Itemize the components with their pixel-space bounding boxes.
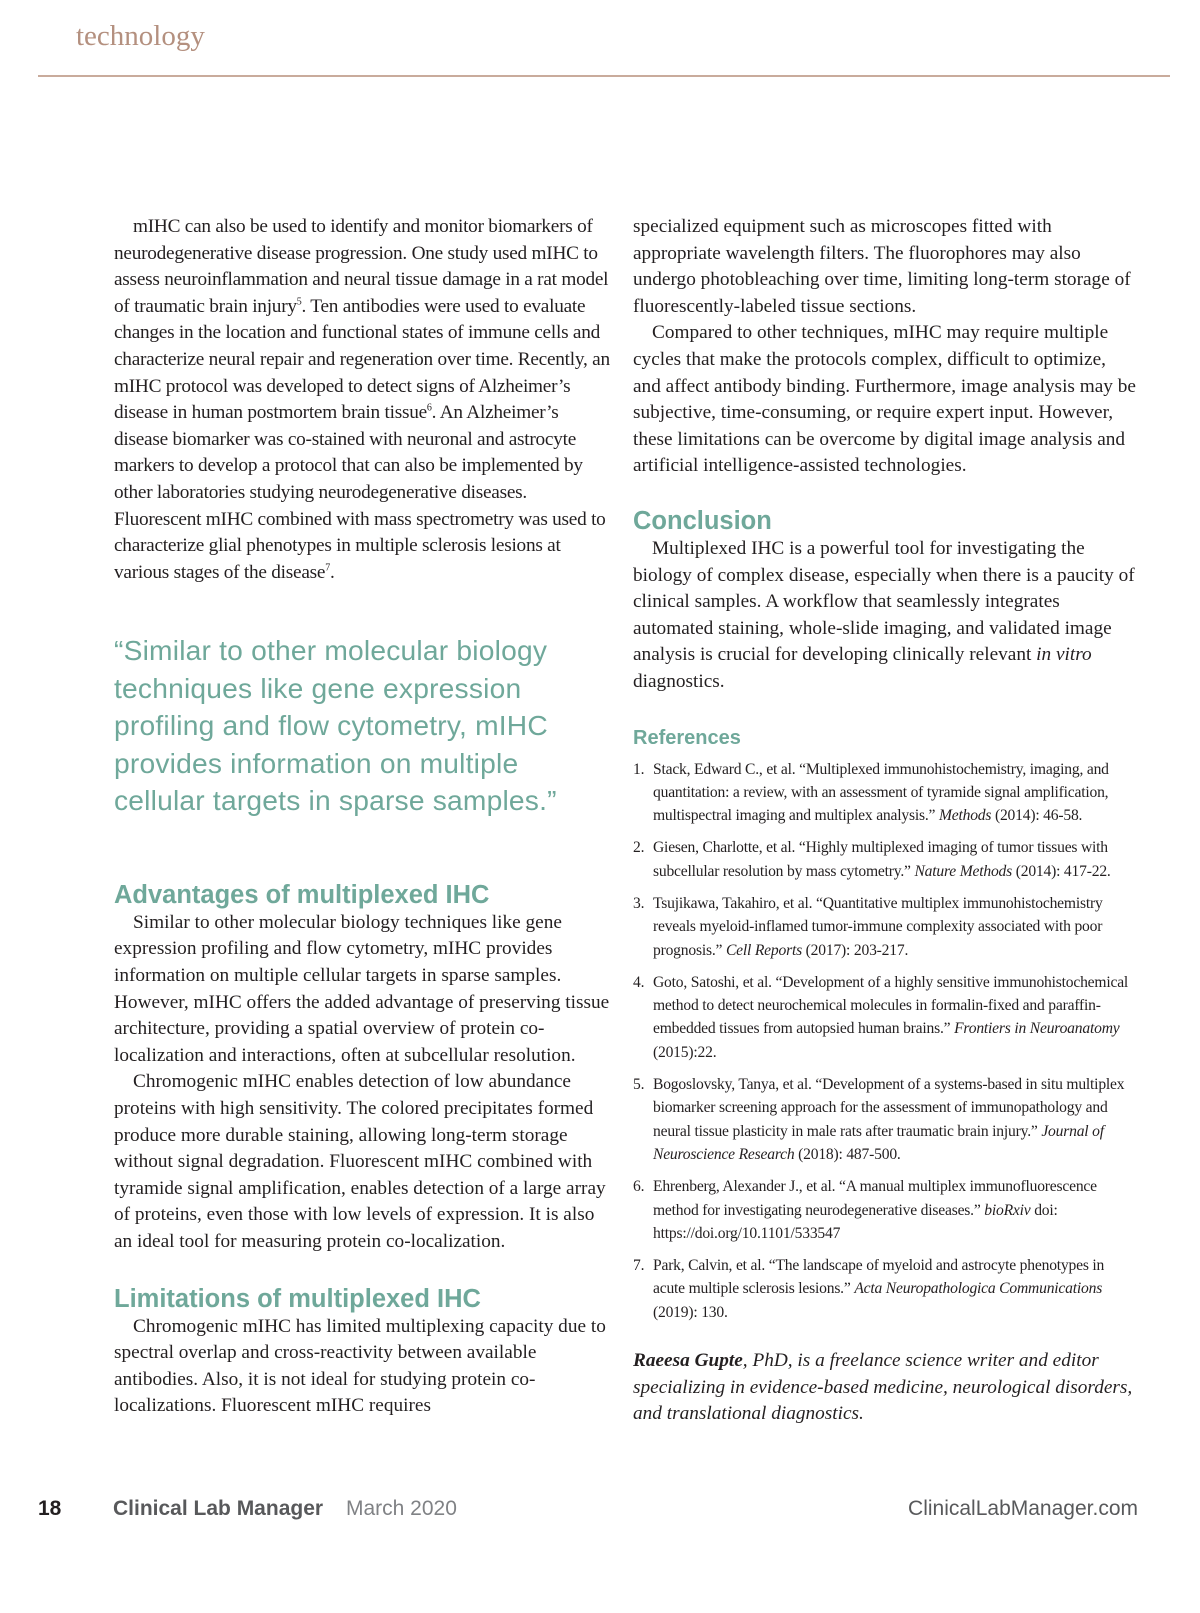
reference-number: 2. [633,839,645,857]
page-number: 18 [38,1497,62,1520]
reference-number: 4. [633,973,645,991]
reference-journal: Frontiers in Neuroanatomy [954,1020,1120,1038]
reference-tail: (2014): 417-22. [1012,862,1111,880]
limitations-heading: Limitations of multiplexed IHC [114,1284,481,1313]
reference-tail: (2017): 203-217. [801,941,909,959]
reference-number: 5. [633,1076,645,1094]
reference-journal: Methods [938,807,992,825]
header-divider [38,75,1170,77]
intro-paragraph [114,214,610,586]
pull-quote: “Similar to other molecular biology techniques like gene expression profiling and flow cytometry, mIHC provides information on multiple cellular targets in sparse samples.” [114,634,557,817]
reference-item [633,1254,1138,1324]
advantages-paragraph-1: Similar to other molecular biology techniques like gene expression profiling and flow cytometry, mIHC provides information on multiple cellular targets in sparse samples. However, mIHC offers the added advantage of preserving tissue architecture, providing a spatial overview of protein co-localization and interactions, often at subcellular resolution. [114,911,610,1066]
conclusion-italic: in vitro [1036,644,1092,666]
section-tag: technology [76,20,205,52]
conclusion-heading: Conclusion [633,506,772,535]
intro-text-3: . An Alzheimer’s disease biomarker was co-stained with neuronal and astrocyte markers to develop a protocol that can also be implemented by other laboratories studying neurodegenerative diseases. Fluorescent mIHC combined with mass spectrometry was used to characterize glial phenotypes in multiple sclerosis lesions at various stages of the disease [114,402,606,583]
intro-text-1: mIHC can also be used to identify and monitor biomarkers of neurodegenerative disease progression. One study used mIHC to assess neuroinflammation and neural tissue damage in a rat model of traumatic brain injury [114,216,609,317]
reference-text: Stack, Edward C., et al. “Multiplexed immunohistochemistry, imaging, and quantitation: a review, with an assessment of tyramide signal amplification, multispectral imaging and multiplex analysis.” [653,760,1109,825]
reference-tail: doi: https://doi.org/10.1101/533547 [653,1201,1058,1242]
reference-journal: Acta Neuropathologica Communications [854,1280,1103,1298]
reference-item [633,1073,1138,1166]
reference-tail: (2018): 487-500. [794,1145,901,1163]
author-bio-text: , PhD, is a freelance science writer and editor specializing in evidence-based medicine, neurological disorders, and translational diagnostics. [633,1350,1133,1425]
limitations-paragraph-2: Compared to other techniques, mIHC may require multiple cycles that make the protocols complex, difficult to optimize, and affect antibody binding. Furthermore, image analysis may be subjective, time-consuming, or require expert input. However, these limitations can be overcome by digital image analysis and artificial intelligence-assisted technologies. [633,322,1136,477]
conclusion-text-end: diagnostics. [633,670,725,692]
references-heading: References [633,726,741,749]
reference-text: Tsujikawa, Takahiro, et al. “Quantitative multiplex immunohistochemistry reveals myeloid-inflamed tumor-immune complexity associated with poor prognosis.” [653,894,1103,959]
conclusion-text: Multiplexed IHC is a powerful tool for investigating the biology of complex disease, especially when there is a paucity of clinical samples. A workflow that seamlessly integrates automated staining, whole-slide imaging, and validated image analysis is crucial for developing clinically relevant [633,537,1135,666]
reference-tail: (2014): 46-58. [991,807,1083,825]
right-column [633,214,1138,1428]
reference-text: Park, Calvin, et al. “The landscape of myeloid and astrocyte phenotypes in acute multiple sclerosis lesions.” [653,1257,1105,1298]
issue-date: March 2020 [346,1497,457,1520]
page-footer [0,1497,1200,1527]
author-bio [633,1348,1138,1428]
reference-item [633,1175,1138,1245]
reference-tail: (2019): 130. [653,1303,728,1321]
reference-journal: Journal of Neuroscience Research [653,1122,1104,1163]
reference-item [633,971,1138,1064]
reference-text: Giesen, Charlotte, et al. “Highly multiplexed imaging of tumor tissues with subcellular resolution by mass cytometry.” [653,839,1108,880]
site-url: ClinicalLabManager.com [908,1497,1138,1520]
reference-text: Goto, Satoshi, et al. “Development of a highly sensitive immunohistochemical method to detect neurochemical molecules in formalin-fixed and paraffin-embedded tissues from autopsied human brains.” [653,973,1129,1038]
reference-number: 6. [633,1178,645,1196]
limitations-continuation: specialized equipment such as microscopes fitted with appropriate wavelength filters. The fluorophores may also undergo photobleaching over time, limiting long-term storage of fluorescently-labeled tissue sections. [633,216,1131,317]
intro-text-4: . [329,561,335,583]
reference-item [633,836,1138,883]
reference-tail: (2015):22. [653,1043,717,1061]
reference-journal: Cell Reports [725,941,802,959]
reference-number: 7. [633,1257,645,1275]
reference-text: Ehrenberg, Alexander J., et al. “A manual multiplex immunofluorescence method for investigating neurodegenerative diseases.” [653,1178,1097,1219]
citation-5: 5 [296,296,302,308]
left-column [114,214,610,1420]
advantages-heading: Advantages of multiplexed IHC [114,880,490,909]
limitations-paragraph-1: Chromogenic mIHC has limited multiplexing capacity due to spectral overlap and cross-reactivity between available antibodies. Also, it is not ideal for studying protein co-localizations. Fluorescent mIHC requires [114,1315,606,1417]
reference-number: 3. [633,894,645,912]
reference-number: 1. [633,760,645,778]
advantages-paragraph-2: Chromogenic mIHC enables detection of low abundance proteins with high sensitivity. The colored precipitates formed produce more durable staining, allowing long-term storage without signal degradation. Fluorescent mIHC combined with tyramide signal amplification, enables detection of a large array of proteins, even those with low levels of expression. It is also an ideal tool for measuring protein co-localization. [114,1071,606,1252]
conclusion-paragraph [633,536,1138,696]
citation-7: 7 [325,562,330,574]
reference-text: Bogoslovsky, Tanya, et al. “Development of a systems-based in situ multiplex biomarker screening approach for the assessment of immunopathology and neural tissue plasticity in male rats after traumatic brain injury.” [653,1076,1125,1140]
reference-item [633,758,1138,828]
magazine-name: Clinical Lab Manager [113,1497,324,1520]
references-list [633,758,1138,1325]
reference-journal: bioRxiv [984,1201,1031,1219]
author-name: Raeesa Gupte [633,1350,743,1372]
reference-item [633,892,1138,962]
reference-journal: Nature Methods [914,862,1013,880]
citation-6: 6 [426,402,432,414]
intro-text-2: . Ten antibodies were used to evaluate changes in the location and functional states of immune cells and characterize neural repair and regeneration over time. Recently, an mIHC protocol was developed to detect signs of Alzheimer’s disease in human postmortem brain tissue [114,295,610,424]
